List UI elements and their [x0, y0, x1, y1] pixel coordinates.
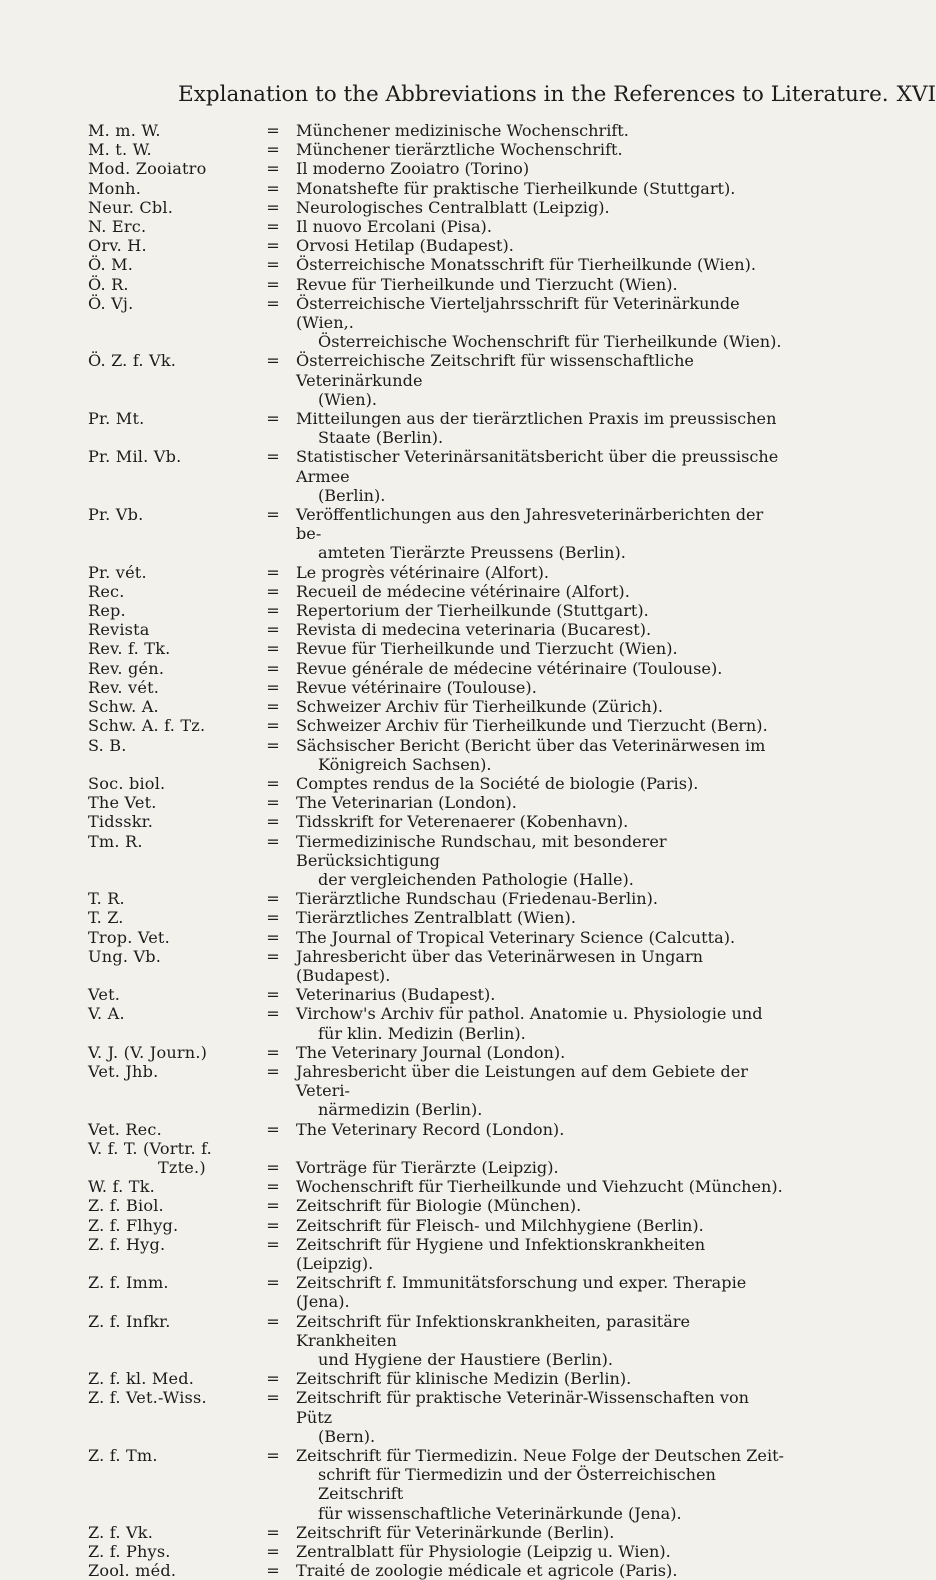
abbreviation-entry [88, 1542, 788, 1561]
equals-sign: = [266, 1311, 280, 1331]
journal-title-line: Il nuovo Ercolani (Pisa). [296, 217, 492, 237]
equals-sign: = [266, 1388, 280, 1408]
journal-title-line: Zeitschrift f. Immunitätsforschung und exper. Therapie (Jena). [296, 1273, 747, 1312]
journal-title [296, 1388, 784, 1446]
journal-title [296, 1177, 784, 1196]
abbreviation: M. t. W. [88, 140, 152, 160]
equals-sign: = [266, 716, 280, 736]
journal-title-line: Revue für Tierheilkunde und Tierzucht (Wien). [296, 274, 678, 294]
equals-sign: = [266, 1215, 280, 1235]
abbreviation-entry [88, 1312, 788, 1370]
journal-title-line: Repertorium der Tierheilkunde (Stuttgart). [296, 601, 649, 621]
abbreviation: Vet. [88, 985, 121, 1005]
abbreviation-entry [88, 409, 788, 447]
journal-title [296, 1158, 784, 1177]
abbreviation: Zool. méd. [88, 1561, 177, 1580]
journal-title-line: Münchener tierärztliche Wochenschrift. [296, 140, 623, 160]
equals-sign: = [266, 620, 280, 640]
abbreviation-entry [88, 1043, 788, 1062]
abbreviation-entry [88, 198, 788, 217]
abbreviation: Tzte.) [158, 1157, 206, 1177]
equals-sign: = [266, 255, 280, 275]
abbreviation-entry [88, 1062, 788, 1120]
journal-title [296, 1542, 784, 1561]
journal-title [296, 1062, 784, 1120]
journal-title-line: Monatshefte für praktische Tierheilkunde (Stuttgart). [296, 178, 736, 198]
journal-title-line: Österreichische Vierteljahrsschrift für Veterinärkunde (Wien,. [296, 293, 740, 333]
abbreviation-entry [88, 697, 788, 716]
journal-title-line: Vorträge für Tierärzte (Leipzig). [296, 1157, 559, 1177]
abbreviation: Trop. Vet. [88, 927, 170, 947]
abbreviation: W. f. Tk. [88, 1177, 155, 1197]
equals-sign: = [266, 1157, 280, 1177]
journal-title-continuation: (Bern). [318, 1426, 376, 1446]
abbreviation-entry [88, 793, 788, 812]
journal-title-line: Le progrès vétérinaire (Alfort). [296, 562, 550, 582]
journal-title-line: Mitteilungen aus der tierärztlichen Praxis im preussischen [296, 409, 777, 429]
journal-title [296, 1446, 784, 1523]
abbreviation-entry [88, 1369, 788, 1388]
journal-title-line: Comptes rendus de la Société de biologie (Paris). [296, 773, 699, 793]
abbreviation: V. f. T. (Vortr. f. [88, 1138, 212, 1158]
abbreviation-entry [88, 678, 788, 697]
abbreviation: N. Erc. [88, 217, 147, 237]
abbreviation: Pr. Vb. [88, 505, 144, 525]
equals-sign: = [266, 1542, 280, 1562]
journal-title-continuation: Staate (Berlin). [318, 428, 444, 448]
abbreviation-entry [88, 1446, 788, 1523]
abbreviation-entry [88, 947, 788, 985]
journal-title-line: Zeitschrift für Infektionskrankheiten, parasitäre Krankheiten [296, 1311, 691, 1350]
abbreviation-entry [88, 1561, 788, 1580]
abbreviation: Rec. [88, 581, 125, 601]
journal-title [296, 601, 784, 620]
abbreviation-entry [88, 236, 788, 255]
journal-title-line: Tidsskrift for Veterenaerer (Kobenhavn). [296, 812, 629, 832]
equals-sign: = [266, 293, 280, 313]
equals-sign: = [266, 1119, 280, 1139]
journal-title-line: Virchow's Archiv für pathol. Anatomie u. Physiologie und [296, 1004, 763, 1024]
equals-sign: = [266, 1004, 280, 1024]
journal-title-line: Statistischer Veterinärsanitätsbericht über die preussische Armee [296, 447, 779, 486]
abbreviation: V. A. [88, 1004, 125, 1024]
journal-title-line: Tierärztliche Rundschau (Friedenau-Berlin). [296, 889, 659, 909]
abbreviation-entry [88, 275, 788, 294]
journal-title-line: Recueil de médecine vétérinaire (Alfort). [296, 581, 630, 601]
journal-title [296, 1369, 784, 1388]
abbreviation: Neur. Cbl. [88, 197, 174, 217]
equals-sign: = [266, 1561, 280, 1580]
journal-title [296, 620, 784, 639]
abbreviation: Z. f. Vet.-Wiss. [88, 1388, 207, 1408]
equals-sign: = [266, 1234, 280, 1254]
journal-title [296, 563, 784, 582]
equals-sign: = [266, 908, 280, 928]
abbreviation-entry [88, 505, 788, 563]
equals-sign: = [266, 178, 280, 198]
equals-sign: = [266, 1177, 280, 1197]
journal-title [296, 1196, 784, 1215]
abbreviation: Pr. vét. [88, 562, 147, 582]
journal-title-line: Veterinarius (Budapest). [296, 985, 496, 1005]
journal-title [296, 275, 784, 294]
abbreviation: Monh. [88, 178, 142, 198]
equals-sign: = [266, 793, 280, 813]
journal-title [296, 1312, 784, 1370]
equals-sign: = [266, 409, 280, 429]
abbreviation: S. B. [88, 735, 127, 755]
abbreviation-entry [88, 217, 788, 236]
journal-title-continuation: der vergleichenden Pathologie (Halle). [318, 869, 634, 889]
equals-sign: = [266, 812, 280, 832]
journal-title-line: Tierärztliches Zentralblatt (Wien). [296, 908, 576, 928]
abbreviation-list [88, 121, 788, 1580]
journal-title-continuation: für klin. Medizin (Berlin). [318, 1023, 526, 1043]
journal-title-line: Veröffentlichungen aus den Jahresveterinärberichten der be- [296, 505, 764, 544]
abbreviation-entry [88, 351, 788, 409]
equals-sign: = [266, 1196, 280, 1216]
equals-sign: = [266, 601, 280, 621]
abbreviation-entry [88, 1523, 788, 1542]
abbreviation: Tidsskr. [88, 812, 154, 832]
journal-title-line: The Veterinary Journal (London). [296, 1042, 566, 1062]
journal-title-line: Zeitschrift für praktische Veterinär-Wissenschaften von Pütz [296, 1388, 750, 1427]
journal-title-line: The Journal of Tropical Veterinary Science (Calcutta). [296, 927, 736, 947]
abbreviation-entry [88, 812, 788, 831]
journal-title-line: Zeitschrift für klinische Medizin (Berlin). [296, 1369, 632, 1389]
journal-title [296, 832, 784, 890]
abbreviation-entry [88, 736, 788, 774]
abbreviation-entry [88, 908, 788, 927]
abbreviation: T. R. [88, 889, 125, 909]
abbreviation: Orv. H. [88, 236, 147, 256]
journal-title [296, 889, 784, 908]
abbreviation-entry [88, 1235, 788, 1273]
equals-sign: = [266, 1522, 280, 1542]
abbreviation: Rev. gén. [88, 658, 165, 678]
equals-sign: = [266, 197, 280, 217]
page-header [178, 82, 936, 108]
journal-title-line: Österreichische Monatsschrift für Tierheilkunde (Wien). [296, 255, 756, 275]
equals-sign: = [266, 505, 280, 525]
journal-title-line: Revue für Tierheilkunde und Tierzucht (Wien). [296, 639, 678, 659]
journal-title [296, 985, 784, 1004]
journal-title [296, 716, 784, 735]
journal-title-line: Revue vétérinaire (Toulouse). [296, 677, 537, 697]
abbreviation-entry [88, 447, 788, 505]
abbreviation: M. m. W. [88, 121, 161, 140]
journal-title-line: Orvosi Hetilap (Budapest). [296, 236, 514, 256]
journal-title-line: Il moderno Zooiatro (Torino) [296, 159, 530, 179]
abbreviation: Vet. Jhb. [88, 1061, 159, 1081]
equals-sign: = [266, 677, 280, 697]
abbreviation-entry [88, 255, 788, 274]
abbreviation-entry [88, 179, 788, 198]
journal-title-continuation: Österreichische Wochenschrift für Tierheilkunde (Wien). [318, 332, 782, 352]
journal-title-continuation: Königreich Sachsen). [318, 754, 492, 774]
abbreviation-entry [88, 1120, 788, 1139]
abbreviation: Rev. f. Tk. [88, 639, 171, 659]
abbreviation: Ung. Vb. [88, 946, 162, 966]
journal-title [296, 505, 784, 563]
journal-title-continuation: närmedizin (Berlin). [318, 1100, 483, 1120]
journal-title [296, 1120, 784, 1139]
journal-title-line: Zeitschrift für Tiermedizin. Neue Folge der Deutschen Zeit- [296, 1446, 784, 1466]
journal-title [296, 198, 784, 217]
abbreviation-entry [88, 1388, 788, 1446]
abbreviation-entry [88, 1158, 788, 1177]
abbreviation-entry [88, 774, 788, 793]
journal-title-line: Zeitschrift für Biologie (München). [296, 1196, 582, 1216]
equals-sign: = [266, 236, 280, 256]
journal-title-continuation: und Hygiene der Haustiere (Berlin). [318, 1350, 613, 1369]
journal-title-line: Zeitschrift für Veterinärkunde (Berlin). [296, 1522, 615, 1542]
journal-title [296, 639, 784, 658]
abbreviation: Pr. Mt. [88, 409, 145, 429]
journal-title [296, 351, 784, 409]
abbreviation-entry [88, 1177, 788, 1196]
equals-sign [250, 1139, 296, 1158]
equals-sign: = [266, 658, 280, 678]
abbreviation-entry [88, 140, 788, 159]
abbreviation-entry [88, 294, 788, 352]
journal-title-line: Zentralblatt für Physiologie (Leipzig u. Wien). [296, 1542, 671, 1562]
equals-sign: = [266, 639, 280, 659]
journal-title [296, 1216, 784, 1235]
journal-title-line: Schweizer Archiv für Tierheilkunde (Zürich). [296, 697, 663, 717]
equals-sign: = [266, 927, 280, 947]
journal-title-continuation: (Berlin). [318, 485, 386, 505]
equals-sign: = [266, 831, 280, 851]
journal-title [296, 140, 784, 159]
journal-title [296, 447, 784, 505]
equals-sign: = [266, 1061, 280, 1081]
journal-title [296, 121, 784, 140]
abbreviation: Mod. Zooiatro [88, 159, 207, 179]
journal-title-line: Zeitschrift für Fleisch- und Milchhygiene (Berlin). [296, 1215, 704, 1235]
abbreviation: The Vet. [88, 793, 157, 813]
journal-title [296, 236, 784, 255]
abbreviation: Z. f. kl. Med. [88, 1369, 195, 1389]
abbreviation-entry [88, 639, 788, 658]
abbreviation-entry [88, 1196, 788, 1215]
abbreviation: Z. f. Flhyg. [88, 1215, 179, 1235]
journal-title-line: Neurologisches Centralblatt (Leipzig). [296, 197, 610, 217]
journal-title [296, 947, 784, 985]
journal-title [296, 1139, 784, 1158]
journal-title [296, 409, 784, 447]
abbreviation-entry [88, 563, 788, 582]
journal-title [296, 659, 784, 678]
equals-sign: = [266, 447, 280, 467]
abbreviation: Ö. Z. f. Vk. [88, 351, 177, 371]
equals-sign: = [266, 773, 280, 793]
journal-title-line: Wochenschrift für Tierheilkunde und Viehzucht (München). [296, 1177, 783, 1197]
equals-sign: = [266, 735, 280, 755]
journal-title-line: The Veterinary Record (London). [296, 1119, 565, 1139]
abbreviation-entry [88, 832, 788, 890]
journal-title-line: Traité de zoologie médicale et agricole (Paris). [296, 1561, 678, 1580]
abbreviation: Rev. vét. [88, 677, 160, 697]
abbreviation-entry [88, 889, 788, 908]
journal-title [296, 774, 784, 793]
equals-sign: = [266, 140, 280, 160]
journal-title-line: Jahresbericht über die Leistungen auf dem Gebiete der Veteri- [296, 1061, 748, 1101]
journal-title [296, 1235, 784, 1273]
journal-title [296, 908, 784, 927]
journal-title [296, 1561, 784, 1580]
journal-title-line: Jahresbericht über das Veterinärwesen in Ungarn (Budapest). [296, 946, 704, 985]
abbreviation: Tm. R. [88, 831, 143, 851]
abbreviation-entry [88, 1139, 788, 1158]
equals-sign: = [266, 697, 280, 717]
abbreviation: Schw. A. [88, 697, 159, 717]
abbreviation: Pr. Mil. Vb. [88, 447, 182, 467]
abbreviation: Z. f. Phys. [88, 1542, 171, 1562]
journal-title [296, 928, 784, 947]
equals-sign: = [266, 159, 280, 179]
equals-sign: = [266, 1273, 280, 1293]
abbreviation: Rep. [88, 601, 126, 621]
abbreviation-entry [88, 620, 788, 639]
journal-title [296, 736, 784, 774]
journal-title [296, 1523, 784, 1542]
equals-sign: = [266, 889, 280, 909]
abbreviation: V. J. (V. Journ.) [88, 1042, 208, 1062]
journal-title-line: Schweizer Archiv für Tierheilkunde und Tierzucht (Bern). [296, 716, 768, 736]
abbreviation-entry [88, 1216, 788, 1235]
journal-title [296, 1004, 784, 1042]
page-number: XVI [896, 82, 936, 107]
abbreviation: T. Z. [88, 908, 124, 928]
abbreviation: Vet. Rec. [88, 1119, 162, 1139]
journal-title [296, 217, 784, 236]
journal-title-line: Revista di medecina veterinaria (Bucarest). [296, 620, 652, 640]
abbreviation-entry [88, 1273, 788, 1311]
abbreviation: Schw. A. f. Tz. [88, 716, 206, 736]
journal-title-continuation: amteten Tierärzte Preussens (Berlin). [318, 543, 626, 563]
abbreviation-entry [88, 159, 788, 178]
page-title: Explanation to the Abbreviations in the References to Literature. [178, 82, 889, 107]
abbreviation-entry [88, 716, 788, 735]
journal-title [296, 793, 784, 812]
journal-title [296, 255, 784, 274]
abbreviation-entry [88, 121, 788, 140]
journal-title [296, 179, 784, 198]
journal-title-line: Tiermedizinische Rundschau, mit besonderer Berücksichtigung [296, 831, 667, 870]
abbreviation: Z. f. Biol. [88, 1196, 164, 1216]
abbreviation-entry [88, 582, 788, 601]
abbreviation: Ö. Vj. [88, 293, 134, 313]
abbreviation: Soc. biol. [88, 773, 166, 793]
equals-sign: = [266, 1369, 280, 1389]
abbreviation-entry [88, 601, 788, 620]
equals-sign: = [266, 351, 280, 371]
equals-sign: = [266, 562, 280, 582]
abbreviation-entry [88, 928, 788, 947]
journal-title-line: Sächsischer Bericht (Bericht über das Veterinärwesen im [296, 735, 766, 755]
journal-title-line: Zeitschrift für Hygiene und Infektionskrankheiten (Leipzig). [296, 1234, 706, 1273]
abbreviation: Z. f. Vk. [88, 1522, 154, 1542]
journal-title [296, 1273, 784, 1311]
journal-title-line: Österreichische Zeitschrift für wissenschaftliche Veterinärkunde [296, 351, 694, 390]
journal-title [296, 812, 784, 831]
abbreviation: Z. f. Hyg. [88, 1234, 166, 1254]
abbreviation: Ö. R. [88, 274, 129, 294]
journal-title-line: Revue générale de médecine vétérinaire (Toulouse). [296, 658, 723, 678]
journal-title [296, 1043, 784, 1062]
abbreviation: Ö. M. [88, 255, 134, 275]
equals-sign: = [266, 274, 280, 294]
equals-sign: = [266, 946, 280, 966]
equals-sign: = [266, 1042, 280, 1062]
journal-title [296, 678, 784, 697]
equals-sign: = [266, 581, 280, 601]
abbreviation: Z. f. Infkr. [88, 1311, 171, 1331]
abbreviation: Z. f. Tm. [88, 1446, 158, 1466]
abbreviation: Z. f. Imm. [88, 1273, 169, 1293]
journal-title-continuation: für wissenschaftliche Veterinärkunde (Jena). [318, 1503, 682, 1523]
equals-sign: = [266, 985, 280, 1005]
journal-title [296, 159, 784, 178]
abbreviation-entry [88, 985, 788, 1004]
journal-title [296, 294, 784, 352]
journal-title-line: Münchener medizinische Wochenschrift. [296, 121, 629, 140]
journal-title-continuation: (Wien). [318, 389, 377, 409]
journal-title-line: The Veterinarian (London). [296, 793, 517, 813]
equals-sign: = [266, 1446, 280, 1466]
abbreviation-entry [88, 1004, 788, 1042]
equals-sign: = [266, 217, 280, 237]
equals-sign: = [266, 121, 280, 140]
abbreviation-entry [88, 659, 788, 678]
journal-title-continuation: schrift für Tiermedizin und der Österreichischen Zeitschrift [318, 1465, 716, 1504]
abbreviation: Revista [88, 620, 150, 640]
journal-title [296, 582, 784, 601]
journal-title [296, 697, 784, 716]
